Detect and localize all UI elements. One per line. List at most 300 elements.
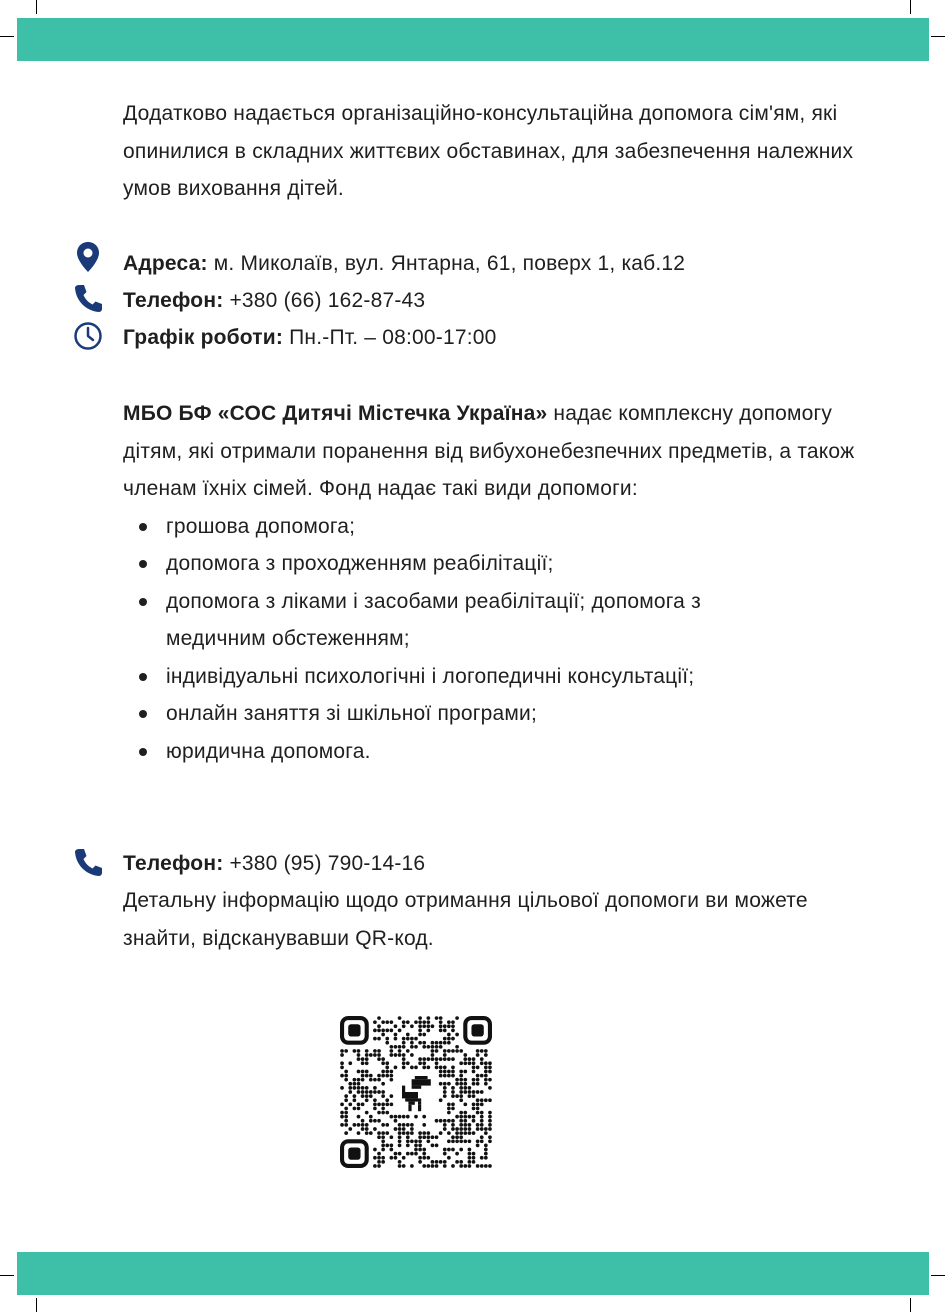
qr-module bbox=[398, 1127, 402, 1131]
qr-module bbox=[353, 1094, 357, 1098]
qr-module bbox=[353, 1107, 357, 1111]
list-item: допомога з ліками і засобами реабілітації; допомога з медичним обстеженням; bbox=[123, 583, 806, 658]
qr-finder-center bbox=[471, 1024, 483, 1036]
qr-module bbox=[426, 1016, 430, 1020]
qr-module bbox=[488, 1066, 492, 1070]
qr-module bbox=[459, 1086, 463, 1090]
qr-module bbox=[439, 1131, 443, 1135]
qr-module bbox=[402, 1066, 406, 1070]
crop-mark bbox=[0, 36, 14, 37]
qr-module bbox=[357, 1049, 361, 1053]
qr-module bbox=[418, 1033, 422, 1037]
qr-module bbox=[394, 1053, 398, 1057]
qr-module bbox=[377, 1131, 381, 1135]
qr-module bbox=[463, 1115, 467, 1119]
qr-module bbox=[369, 1119, 373, 1123]
qr-module bbox=[385, 1066, 389, 1070]
qr-module bbox=[451, 1090, 455, 1094]
qr-module bbox=[472, 1094, 476, 1098]
qr-module bbox=[344, 1078, 348, 1082]
qr-module bbox=[443, 1090, 447, 1094]
qr-module bbox=[476, 1082, 480, 1086]
qr-module bbox=[472, 1082, 476, 1086]
qr-module bbox=[435, 1041, 439, 1045]
qr-module bbox=[373, 1127, 377, 1131]
qr-module bbox=[443, 1127, 447, 1131]
qr-module bbox=[410, 1066, 414, 1070]
qr-module bbox=[451, 1070, 455, 1074]
qr-module bbox=[447, 1041, 451, 1045]
qr-module bbox=[447, 1148, 451, 1152]
qr-module bbox=[410, 1024, 414, 1028]
qr-module bbox=[455, 1049, 459, 1053]
qr-module bbox=[426, 1156, 430, 1160]
qr-module bbox=[476, 1053, 480, 1057]
qr-module bbox=[476, 1098, 480, 1102]
qr-module bbox=[381, 1074, 385, 1078]
qr-module bbox=[484, 1156, 488, 1160]
qr-module bbox=[340, 1049, 344, 1053]
qr-module bbox=[357, 1115, 361, 1119]
foundation-phone-label: Телефон: bbox=[123, 852, 224, 875]
qr-module bbox=[410, 1139, 414, 1143]
qr-module bbox=[488, 1135, 492, 1139]
qr-module bbox=[344, 1123, 348, 1127]
qr-module bbox=[463, 1102, 467, 1106]
qr-module bbox=[361, 1119, 365, 1123]
crop-mark bbox=[910, 0, 911, 14]
qr-module bbox=[480, 1061, 484, 1065]
bottom-accent-band bbox=[17, 1252, 929, 1295]
qr-module bbox=[484, 1144, 488, 1148]
list-item: юридична допомога. bbox=[123, 733, 883, 771]
qr-module bbox=[480, 1119, 484, 1123]
qr-module bbox=[410, 1152, 414, 1156]
qr-module bbox=[365, 1074, 369, 1078]
qr-module bbox=[468, 1148, 472, 1152]
qr-module bbox=[381, 1070, 385, 1074]
qr-module bbox=[443, 1074, 447, 1078]
qr-module bbox=[361, 1078, 365, 1082]
qr-module bbox=[422, 1041, 426, 1045]
qr-module bbox=[398, 1049, 402, 1053]
qr-module bbox=[385, 1029, 389, 1033]
qr-module bbox=[365, 1061, 369, 1065]
qr-module bbox=[431, 1057, 435, 1061]
qr-module bbox=[377, 1111, 381, 1115]
qr-module bbox=[439, 1045, 443, 1049]
qr-code[interactable] bbox=[340, 1016, 492, 1168]
qr-module bbox=[476, 1102, 480, 1106]
qr-module bbox=[484, 1049, 488, 1053]
qr-module bbox=[369, 1131, 373, 1135]
qr-module bbox=[357, 1057, 361, 1061]
hours-value: Пн.-Пт. – 08:00-17:00 bbox=[283, 326, 497, 349]
qr-module bbox=[385, 1111, 389, 1115]
qr-module bbox=[463, 1123, 467, 1127]
qr-module bbox=[390, 1094, 394, 1098]
qr-module bbox=[344, 1115, 348, 1119]
qr-module bbox=[414, 1148, 418, 1152]
qr-finder-center bbox=[348, 1147, 360, 1159]
qr-module bbox=[443, 1057, 447, 1061]
qr-module bbox=[361, 1094, 365, 1098]
address-label: Адреса: bbox=[123, 252, 208, 275]
qr-module bbox=[472, 1152, 476, 1156]
qr-module bbox=[381, 1061, 385, 1065]
qr-module bbox=[443, 1029, 447, 1033]
qr-module bbox=[344, 1098, 348, 1102]
qr-module bbox=[472, 1131, 476, 1135]
qr-module bbox=[344, 1074, 348, 1078]
qr-module bbox=[459, 1135, 463, 1139]
qr-module bbox=[451, 1148, 455, 1152]
qr-module bbox=[443, 1070, 447, 1074]
qr-module bbox=[369, 1090, 373, 1094]
qr-module bbox=[451, 1086, 455, 1090]
qr-module bbox=[365, 1123, 369, 1127]
qr-module bbox=[463, 1082, 467, 1086]
qr-module bbox=[431, 1160, 435, 1164]
qr-module bbox=[418, 1029, 422, 1033]
qr-module bbox=[390, 1053, 394, 1057]
qr-module bbox=[353, 1123, 357, 1127]
qr-module bbox=[357, 1102, 361, 1106]
qr-module bbox=[455, 1045, 459, 1049]
qr-module bbox=[377, 1053, 381, 1057]
qr-module bbox=[455, 1078, 459, 1082]
qr-module bbox=[418, 1061, 422, 1065]
qr-module bbox=[443, 1041, 447, 1045]
qr-module bbox=[459, 1061, 463, 1065]
qr-module bbox=[390, 1102, 394, 1106]
qr-module bbox=[353, 1078, 357, 1082]
qr-module bbox=[385, 1070, 389, 1074]
qr-module bbox=[476, 1164, 480, 1168]
qr-module bbox=[480, 1127, 484, 1131]
qr-module bbox=[394, 1066, 398, 1070]
qr-module bbox=[410, 1045, 414, 1049]
qr-module bbox=[431, 1045, 435, 1049]
qr-module bbox=[385, 1131, 389, 1135]
qr-module bbox=[488, 1115, 492, 1119]
qr-module bbox=[406, 1152, 410, 1156]
qr-module bbox=[451, 1102, 455, 1106]
qr-module bbox=[340, 1061, 344, 1065]
qr-module bbox=[390, 1074, 394, 1078]
qr-module bbox=[406, 1061, 410, 1065]
qr-module bbox=[398, 1131, 402, 1135]
qr-module bbox=[426, 1057, 430, 1061]
qr-module bbox=[443, 1037, 447, 1041]
qr-module bbox=[451, 1074, 455, 1078]
qr-module bbox=[398, 1152, 402, 1156]
qr-module bbox=[435, 1057, 439, 1061]
qr-module bbox=[398, 1160, 402, 1164]
qr-module bbox=[344, 1111, 348, 1115]
qr-module bbox=[414, 1045, 418, 1049]
address-line bbox=[123, 245, 685, 282]
qr-module bbox=[369, 1053, 373, 1057]
qr-module bbox=[381, 1057, 385, 1061]
qr-module bbox=[426, 1139, 430, 1143]
qr-module bbox=[480, 1074, 484, 1078]
qr-module bbox=[390, 1045, 394, 1049]
qr-module bbox=[418, 1139, 422, 1143]
qr-module bbox=[459, 1070, 463, 1074]
qr-module bbox=[443, 1123, 447, 1127]
qr-module bbox=[451, 1164, 455, 1168]
qr-module bbox=[365, 1090, 369, 1094]
qr-module bbox=[357, 1086, 361, 1090]
qr-module bbox=[459, 1160, 463, 1164]
qr-module bbox=[406, 1139, 410, 1143]
qr-module bbox=[455, 1115, 459, 1119]
address-value: м. Миколаїв, вул. Янтарна, 61, поверх 1, каб.12 bbox=[207, 252, 686, 275]
phone-icon bbox=[72, 846, 104, 878]
qr-module bbox=[463, 1061, 467, 1065]
qr-module bbox=[455, 1131, 459, 1135]
qr-module bbox=[402, 1127, 406, 1131]
qr-module bbox=[484, 1074, 488, 1078]
qr-module bbox=[422, 1045, 426, 1049]
qr-module bbox=[398, 1045, 402, 1049]
qr-module bbox=[439, 1041, 443, 1045]
qr-module bbox=[369, 1094, 373, 1098]
qr-module bbox=[476, 1111, 480, 1115]
qr-module bbox=[476, 1107, 480, 1111]
qr-module bbox=[455, 1135, 459, 1139]
qr-module bbox=[443, 1049, 447, 1053]
qr-module bbox=[468, 1057, 472, 1061]
qr-module bbox=[468, 1131, 472, 1135]
qr-module bbox=[472, 1160, 476, 1164]
details-section bbox=[123, 882, 883, 957]
qr-module bbox=[361, 1057, 365, 1061]
qr-module bbox=[418, 1160, 422, 1164]
qr-module bbox=[394, 1115, 398, 1119]
qr-module bbox=[385, 1102, 389, 1106]
qr-module bbox=[435, 1135, 439, 1139]
qr-module bbox=[418, 1024, 422, 1028]
qr-module bbox=[398, 1053, 402, 1057]
qr-module bbox=[447, 1070, 451, 1074]
foundation-section bbox=[123, 395, 883, 770]
qr-module bbox=[353, 1082, 357, 1086]
qr-module bbox=[381, 1102, 385, 1106]
qr-module bbox=[426, 1029, 430, 1033]
qr-module bbox=[426, 1135, 430, 1139]
qr-module bbox=[410, 1053, 414, 1057]
qr-module bbox=[476, 1049, 480, 1053]
qr-module bbox=[390, 1115, 394, 1119]
qr-module bbox=[468, 1164, 472, 1168]
qr-module bbox=[459, 1115, 463, 1119]
qr-module bbox=[451, 1049, 455, 1053]
crop-mark bbox=[0, 1275, 14, 1276]
qr-module bbox=[340, 1066, 344, 1070]
qr-module bbox=[390, 1148, 394, 1152]
list-item: грошова допомога; bbox=[123, 508, 883, 546]
qr-module bbox=[447, 1082, 451, 1086]
qr-module bbox=[443, 1024, 447, 1028]
qr-module bbox=[373, 1164, 377, 1168]
qr-module bbox=[463, 1111, 467, 1115]
qr-module bbox=[406, 1037, 410, 1041]
qr-module bbox=[476, 1144, 480, 1148]
qr-module bbox=[402, 1037, 406, 1041]
qr-module bbox=[472, 1090, 476, 1094]
qr-module bbox=[402, 1164, 406, 1168]
foundation-phone-value: +380 (95) 790-14-16 bbox=[223, 852, 426, 875]
qr-module bbox=[451, 1119, 455, 1123]
qr-module bbox=[422, 1164, 426, 1168]
qr-module bbox=[459, 1119, 463, 1123]
foundation-phone-line bbox=[123, 845, 425, 882]
qr-module bbox=[472, 1156, 476, 1160]
qr-module bbox=[447, 1020, 451, 1024]
qr-module bbox=[365, 1098, 369, 1102]
qr-module bbox=[385, 1061, 389, 1065]
qr-module bbox=[365, 1070, 369, 1074]
crop-mark bbox=[931, 1275, 945, 1276]
qr-module bbox=[377, 1016, 381, 1020]
qr-module bbox=[480, 1135, 484, 1139]
qr-module bbox=[431, 1135, 435, 1139]
qr-module bbox=[480, 1057, 484, 1061]
qr-module bbox=[468, 1139, 472, 1143]
qr-module bbox=[406, 1020, 410, 1024]
qr-module bbox=[422, 1115, 426, 1119]
qr-module bbox=[484, 1078, 488, 1082]
qr-module bbox=[361, 1090, 365, 1094]
qr-module bbox=[468, 1094, 472, 1098]
qr-module bbox=[390, 1049, 394, 1053]
qr-module bbox=[484, 1152, 488, 1156]
qr-module bbox=[484, 1098, 488, 1102]
qr-module bbox=[381, 1090, 385, 1094]
qr-module bbox=[357, 1131, 361, 1135]
qr-module bbox=[344, 1094, 348, 1098]
qr-module bbox=[373, 1078, 377, 1082]
qr-module bbox=[480, 1115, 484, 1119]
qr-module bbox=[488, 1078, 492, 1082]
qr-module bbox=[402, 1020, 406, 1024]
qr-module bbox=[426, 1020, 430, 1024]
qr-module bbox=[459, 1127, 463, 1131]
qr-module bbox=[381, 1156, 385, 1160]
qr-module bbox=[439, 1024, 443, 1028]
qr-module bbox=[484, 1082, 488, 1086]
qr-module bbox=[414, 1152, 418, 1156]
qr-module bbox=[377, 1037, 381, 1041]
qr-module bbox=[390, 1078, 394, 1082]
qr-module bbox=[373, 1156, 377, 1160]
qr-module bbox=[451, 1037, 455, 1041]
qr-module bbox=[344, 1119, 348, 1123]
qr-module bbox=[435, 1144, 439, 1148]
qr-module bbox=[385, 1144, 389, 1148]
qr-module bbox=[348, 1082, 352, 1086]
qr-module bbox=[472, 1057, 476, 1061]
qr-module bbox=[455, 1016, 459, 1020]
qr-module bbox=[348, 1090, 352, 1094]
qr-module bbox=[410, 1041, 414, 1045]
qr-module bbox=[468, 1061, 472, 1065]
qr-module bbox=[426, 1045, 430, 1049]
qr-module bbox=[422, 1033, 426, 1037]
qr-module bbox=[488, 1139, 492, 1143]
qr-module bbox=[381, 1094, 385, 1098]
qr-module bbox=[472, 1102, 476, 1106]
qr-module bbox=[410, 1123, 414, 1127]
qr-module bbox=[385, 1074, 389, 1078]
qr-module bbox=[377, 1164, 381, 1168]
qr-module bbox=[402, 1024, 406, 1028]
qr-module bbox=[468, 1156, 472, 1160]
qr-module bbox=[463, 1131, 467, 1135]
crop-mark bbox=[36, 1298, 37, 1312]
qr-module bbox=[443, 1148, 447, 1152]
qr-module bbox=[373, 1119, 377, 1123]
phone-value: +380 (66) 162-87-43 bbox=[223, 289, 426, 312]
qr-module bbox=[373, 1020, 377, 1024]
intro-section bbox=[123, 95, 883, 208]
qr-module bbox=[348, 1061, 352, 1065]
qr-module bbox=[361, 1102, 365, 1106]
qr-module bbox=[406, 1135, 410, 1139]
qr-module bbox=[447, 1049, 451, 1053]
qr-module bbox=[488, 1164, 492, 1168]
qr-module bbox=[459, 1094, 463, 1098]
qr-module bbox=[488, 1119, 492, 1123]
qr-module bbox=[373, 1029, 377, 1033]
qr-module bbox=[439, 1119, 443, 1123]
qr-module bbox=[377, 1078, 381, 1082]
qr-module bbox=[468, 1115, 472, 1119]
qr-module bbox=[439, 1098, 443, 1102]
foundation-name: МБО БФ «СОС Дитячі Містечка Україна» bbox=[123, 402, 548, 425]
qr-module bbox=[484, 1053, 488, 1057]
qr-module bbox=[390, 1144, 394, 1148]
qr-module bbox=[463, 1070, 467, 1074]
qr-module bbox=[365, 1057, 369, 1061]
qr-module bbox=[418, 1135, 422, 1139]
qr-module bbox=[443, 1164, 447, 1168]
qr-module bbox=[447, 1107, 451, 1111]
qr-module bbox=[422, 1135, 426, 1139]
qr-module bbox=[365, 1111, 369, 1115]
qr-module bbox=[344, 1131, 348, 1135]
qr-module bbox=[385, 1041, 389, 1045]
qr-module bbox=[357, 1107, 361, 1111]
qr-module bbox=[361, 1086, 365, 1090]
qr-module bbox=[422, 1156, 426, 1160]
qr-module bbox=[435, 1049, 439, 1053]
qr-module bbox=[443, 1160, 447, 1164]
qr-module bbox=[459, 1049, 463, 1053]
qr-module bbox=[402, 1057, 406, 1061]
qr-module bbox=[398, 1135, 402, 1139]
qr-module bbox=[381, 1033, 385, 1037]
qr-module bbox=[476, 1066, 480, 1070]
qr-module bbox=[381, 1131, 385, 1135]
qr-module bbox=[443, 1053, 447, 1057]
list-item: допомога з проходженням реабілітації; bbox=[123, 545, 883, 583]
qr-module bbox=[406, 1144, 410, 1148]
qr-module bbox=[381, 1029, 385, 1033]
phone-icon bbox=[72, 282, 104, 314]
